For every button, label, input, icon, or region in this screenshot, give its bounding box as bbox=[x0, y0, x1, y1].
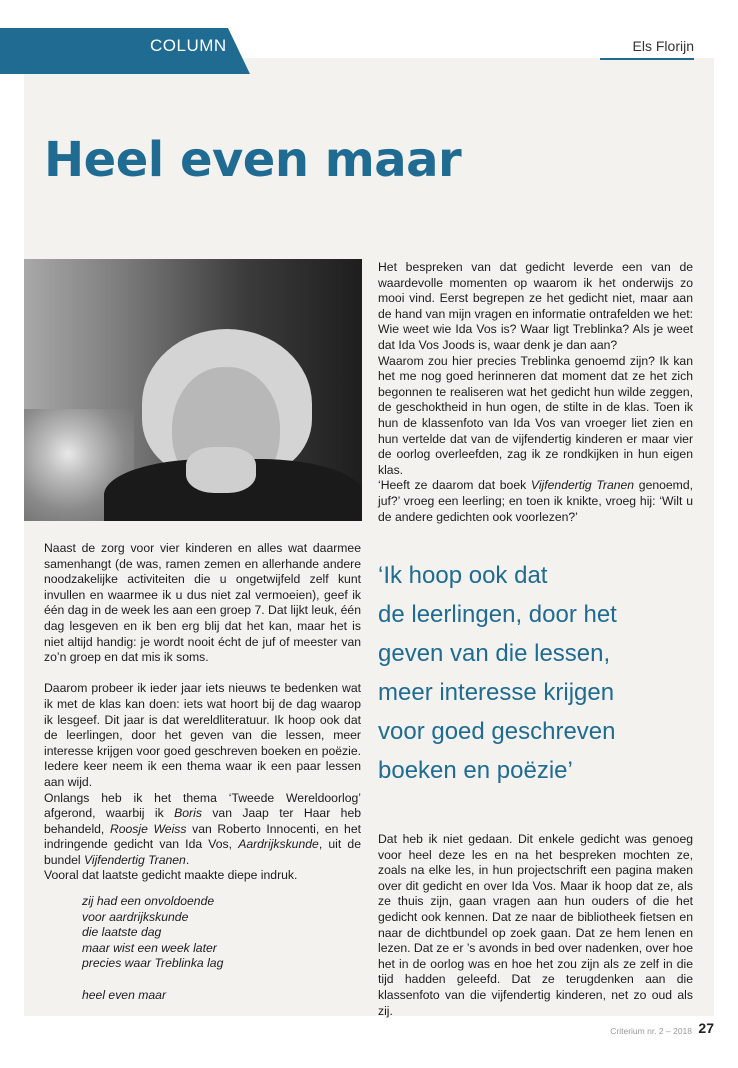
pull-quote bbox=[378, 556, 698, 790]
quote-line: de leerlingen, door het bbox=[378, 601, 617, 628]
quote-line: meer interesse krijgen bbox=[378, 679, 615, 706]
poem bbox=[82, 894, 223, 1003]
poem-line: heel even maar bbox=[82, 987, 167, 1002]
article-title: Heel even maar bbox=[44, 132, 462, 188]
quote-line: ‘Ik hoop ook dat bbox=[378, 562, 548, 589]
publication-label: Criterium nr. 2 – 2018 bbox=[610, 1026, 692, 1036]
paragraph: Waarom zou hier precies Treblinka genoemd zijn? Ik kan het me nog goed herinneren dat moment dat ze het zich begonnen te realiseren wat het gedicht hun wilde zeggen, de geschoktheid in hun ogen, de stilte in de klas. Toen ik hun de klassenfoto van Ida Vos van vroeger liet zien en hun vertelde dat van de vijfendertig kinderen er maar vier de oorlog overleefden, zag ik ze rondkijken in hun eigen klas. bbox=[378, 353, 693, 477]
poem-line: maar wist een week later bbox=[82, 940, 217, 955]
body-text-left bbox=[44, 541, 361, 884]
author-underline bbox=[600, 58, 694, 60]
photo-hand bbox=[186, 447, 256, 493]
body-text-right-top bbox=[378, 260, 693, 525]
paragraph: Daarom probeer ik ieder jaar iets nieuws te bedenken wat ik met de klas kan doen: iets wat hoort bij de dag waarop ik lesgeef. Dit jaar is dat wereldliteratuur. Ik hoop ook dat de leerlingen, door het geven van die lessen, meer interesse krijgen voor goed geschreven boeken en poëzie. Iedere keer neem ik een thema waar ik een paar lessen aan wijd. bbox=[44, 681, 361, 789]
poem-line: precies waar Treblinka lag bbox=[82, 956, 224, 971]
paragraph: Vooral dat laatste gedicht maakte diepe indruk. bbox=[44, 868, 298, 883]
paragraph: ‘Heeft ze daarom dat boek Vijfendertig Tranen genoemd, juf?’ vroeg een leerling; en toen ik knikte, vroeg hij: ‘Wilt u de andere gedichten ook voorlezen?’ bbox=[378, 478, 694, 524]
paragraph: Onlangs heb ik het thema ‘Tweede Wereldoorlog’ afgerond, waarbij ik Boris van Jaap ter Haar heb behandeld, Roosje Weiss van Roberto Innocenti, en het indringende gedicht van Ida Vos, Aardrijkskunde, uit de bundel Vijfendertig Tranen. bbox=[44, 790, 362, 867]
quote-line: geven van die lessen, bbox=[378, 640, 611, 667]
quote-line: boeken en poëzie’ bbox=[378, 757, 573, 784]
section-label: COLUMN bbox=[150, 36, 227, 55]
poem-line: die laatste dag bbox=[82, 925, 162, 940]
poem-line: voor aardrijkskunde bbox=[82, 909, 189, 924]
author-name: Els Florijn bbox=[632, 38, 694, 54]
poem-line bbox=[82, 972, 223, 988]
paragraph: Naast de zorg voor vier kinderen en alles wat daarmee samenhangt (de was, ramen zemen en allerhande andere noodzakelijke activiteiten die u ongetwijfeld zelf kunt invullen en waarmee ik u dus niet zal vermoeien), geef ik één dag in de week les aan een groep 7. Dat lijkt leuk, één dag lesgeven en ik ben erg blij dat het kan, maar het is niet altijd handig: je wordt nooit écht de juf of meester van zo’n groep en dat mis ik soms. bbox=[44, 541, 361, 665]
body-text-right-bottom bbox=[378, 832, 693, 1019]
poem-line: zij had een onvoldoende bbox=[82, 894, 215, 908]
author-photo bbox=[24, 259, 362, 521]
page-number: 27 bbox=[698, 1020, 714, 1036]
quote-line: voor goed geschreven bbox=[378, 718, 616, 745]
paragraph: Het bespreken van dat gedicht leverde een van de waardevolle momenten op waarom ik het onderwijs zo mooi vind. Eerst begrepen ze het gedicht niet, maar aan de hand van mijn vragen en informatie ontrafelden we het: Wie weet wie Ida Vos is? Waar ligt Treblinka? Als je weet dat Ida Vos Joods is, waar denk je dan aan? bbox=[378, 260, 693, 352]
paragraph: Dat heb ik niet gedaan. Dit enkele gedicht was genoeg voor heel deze les en na het bespreken mochten ze, zoals na elke les, in hun projectschrift een pagina maken over dit gedicht en over Ida Vos. Maar ik hoop dat ze, als ze thuis zijn, gaan vragen aan hun ouders of die het gedicht ook kennen. Dat ze naar de bibliotheek fietsen en naar de dichtbundel op zoek gaan. Dat ze hem lenen en lezen. Dat ze er ’s avonds in bed over nadenken, over hoe het in de oorlog was en hoe het zou zijn als ze zelf in die tijd hadden geleefd. Dat ze terugdenken aan die klassenfoto van die vijfendertig kinderen, net zo oud als zij. bbox=[378, 832, 693, 1018]
